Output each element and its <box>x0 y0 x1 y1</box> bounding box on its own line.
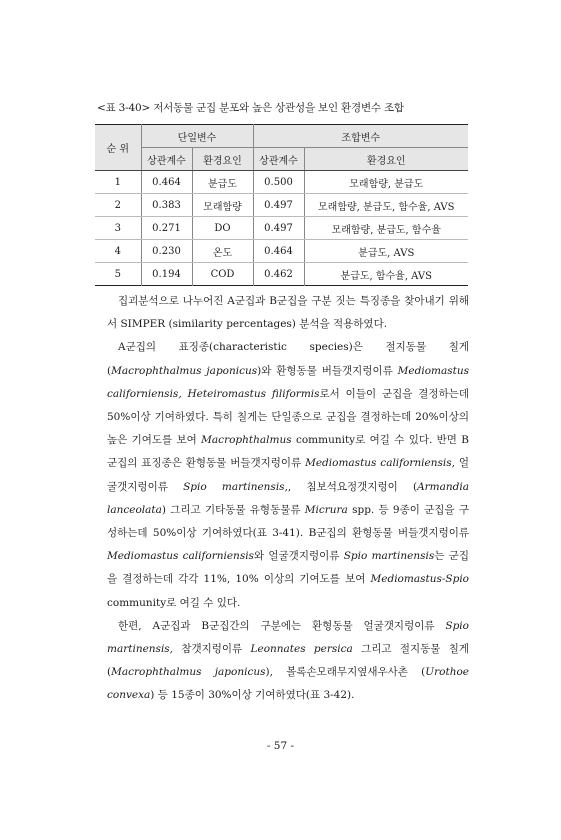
species-name: Mediomastus-Spio <box>370 573 469 586</box>
header-single-variable: 단일변수 <box>141 125 253 148</box>
corr-single-cell: 0.230 <box>141 240 192 263</box>
species-name: Micrura <box>304 503 348 516</box>
text-run: , 침보석요정갯지렁이 ( <box>287 480 418 493</box>
species-name: Macrophthalmus <box>201 434 292 447</box>
species-name: Macrophthalmus japonicus <box>111 666 266 679</box>
factor-combined-cell: 분급도, 함수율, AVS <box>304 263 468 286</box>
factor-single-cell: 온도 <box>192 240 253 263</box>
rank-cell: 1 <box>95 171 141 194</box>
table-row <box>95 240 468 263</box>
paragraph-simper: 집괴분석으로 나누어진 A군집과 B군집을 구분 짓는 특징종을 찾아내기 위해서 SIMPER (similarity percentages) 분석을 적용하였다. <box>107 295 469 331</box>
species-name: Mediomastus californiensis, <box>305 457 455 470</box>
corr-combined-cell: 0.462 <box>253 263 304 286</box>
text-run: )와 환형동물 버들갯지렁이류 <box>257 364 398 377</box>
rank-cell: 5 <box>114 268 121 280</box>
body-text <box>107 290 469 708</box>
rank-cell: 2 <box>95 194 141 217</box>
factor-combined-cell: 모래함량, 분급도, 함수율 <box>304 217 468 240</box>
text-run: community로 여길 수 있다. 반면 B군집의 표징종은 환형동물 버들갯지렁이류 <box>107 434 469 470</box>
factor-combined-cell: 모래함량, 분급도, 함수율, AVS <box>304 194 468 217</box>
corr-single-cell: 0.194 <box>141 263 192 286</box>
corr-single-cell: 0.464 <box>141 171 192 194</box>
text-run: community로 여길 수 있다. <box>107 596 241 609</box>
corr-combined-cell: 0.464 <box>253 240 304 263</box>
species-name: Leonnates persica <box>250 643 353 656</box>
text-run: 얼굴갯지렁이류 <box>107 457 469 493</box>
header-correlation-combined: 상관계수 <box>253 148 304 171</box>
species-name: Macrophthalmus japonicus <box>111 364 258 377</box>
factor-single-cell: 분급도 <box>192 171 253 194</box>
text-run: 그리고 절지동물 칠게 ( <box>107 643 469 679</box>
corr-single-cell: 0.383 <box>141 194 192 217</box>
paragraph-cluster-a-b <box>107 336 469 614</box>
header-rank: 순 위 <box>95 125 141 171</box>
text-run: 한편, A군집과 B군집간의 구분에는 환형동물 얼굴갯지렁이류 <box>118 619 446 632</box>
corr-combined-cell: 0.497 <box>253 217 304 240</box>
text-run: 로서 이들이 군집을 결정하는데 50%이상 기여하였다. 특히 칠게는 단일종으로 군집을 결정하는데 20%이상의 높은 기여도를 보여 <box>107 387 469 447</box>
text-run: 는 군집을 결정하는데 각각 11%, 10% 이상의 기여도를 보여 <box>107 550 469 586</box>
text-run: 와 얼굴갯지렁이류 <box>253 550 344 563</box>
page-number: - 57 - <box>266 740 295 752</box>
species-name: Spio martinensis, <box>107 619 469 656</box>
rank-cell: 4 <box>95 240 141 263</box>
table-row <box>95 171 468 194</box>
text-run: ), 볼록손모래무지옆새우사촌 ( <box>265 666 426 679</box>
species-name: Armandia lanceolata <box>107 480 469 516</box>
table-caption: <표 3-40> 저서동물 군집 분포와 높은 상관성을 보인 환경변수 조합 <box>97 102 404 114</box>
table-row <box>95 217 468 240</box>
text-run: spp. 등 9종이 군집을 구성하는데 50%이상 기여하였다(표 3-41). B군집의 환형동물 버들갯지렁이류 <box>107 503 469 540</box>
corr-single-cell: 0.271 <box>141 217 192 240</box>
correlation-table <box>95 124 468 286</box>
corr-combined-cell: 0.500 <box>253 171 304 194</box>
header-factor-combined: 환경요인 <box>304 148 468 171</box>
header-combined-variable: 조합변수 <box>253 125 468 148</box>
corr-combined-cell: 0.497 <box>253 194 304 217</box>
species-name: Mediomastus californiensis <box>107 550 254 563</box>
factor-combined-cell: 분급도, AVS <box>304 240 468 263</box>
text-run: A군집의 표징종(characteristic species)은 절지동물 칠게 ( <box>107 341 469 377</box>
species-name: Spio martinensis <box>343 550 435 563</box>
table-row <box>95 194 468 217</box>
table-row <box>95 263 468 286</box>
rank-cell: 3 <box>95 217 141 240</box>
text-run: 참갯지렁이류 <box>173 643 251 656</box>
header-correlation-single: 상관계수 <box>141 148 192 171</box>
factor-single-cell: 모래함량 <box>192 194 253 217</box>
factor-single-cell: DO <box>192 217 253 240</box>
species-name: Mediomastus californiensis, Heteiromastus filiformis <box>107 364 469 400</box>
factor-single-cell: COD <box>192 263 253 286</box>
species-name: Urothoe convexa <box>107 666 469 702</box>
header-factor-single: 환경요인 <box>192 148 253 171</box>
text-run: ) 등 15종이 30%이상 기여하였다(표 3-42). <box>150 689 355 702</box>
paragraph-discrimination <box>107 615 469 708</box>
text-run: ) 그리고 기타동물 유형동물류 <box>161 503 305 516</box>
species-name: Spio martinensis, <box>183 480 288 493</box>
factor-combined-cell: 모래함량, 분급도 <box>304 171 468 194</box>
